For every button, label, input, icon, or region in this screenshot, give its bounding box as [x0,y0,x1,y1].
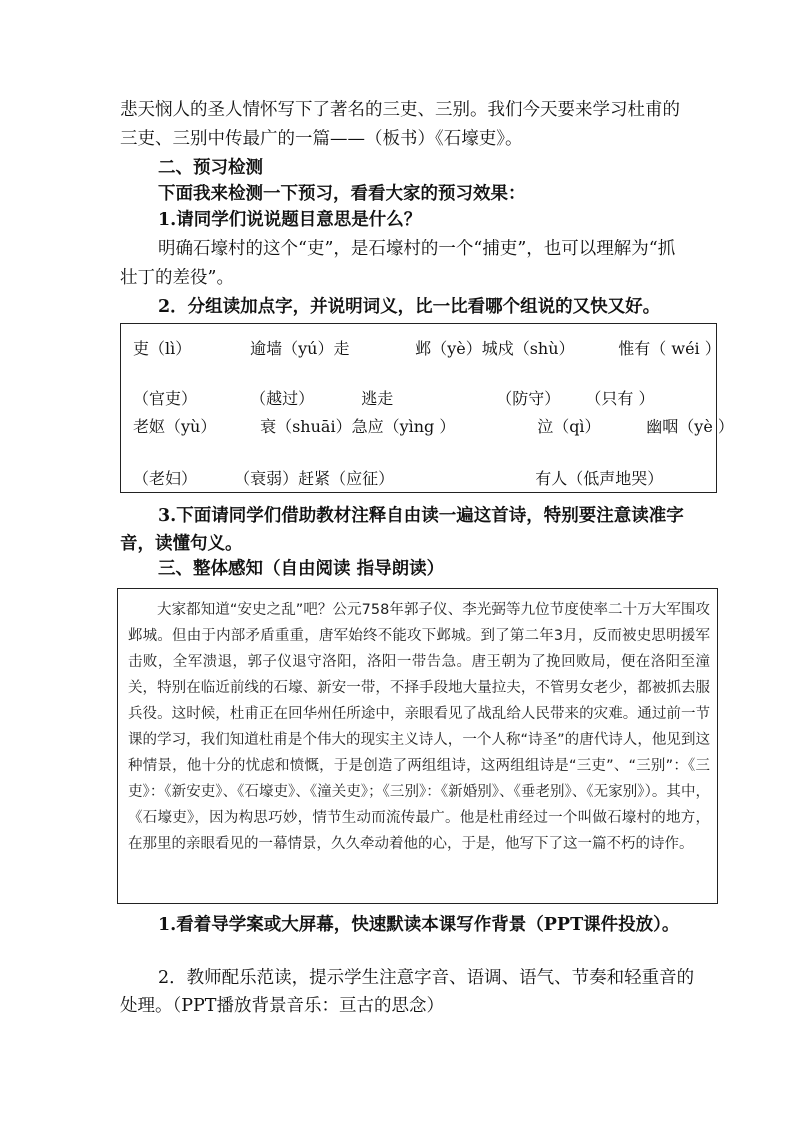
answer-1-line-2: 壮丁的差役”。 [120,268,234,288]
vocab-item: 幽咽（yè ） [646,417,734,436]
vocab-box [120,323,734,493]
vocab-item: （衰弱）赶紧（应征） [234,469,395,488]
task-1: 1.看着导学案或大屏幕，快速默读本课写作背景（PPT课件投放）。 [158,915,680,935]
vocab-item: 邺（yè）城戍（shù） [415,339,575,358]
answer-1-line-1: 明确石壕村的这个“吏”，是石壕村的一个“捕吏”，也可以理解为“抓 [158,239,676,259]
vocab-item: 泣（qì） [537,417,601,436]
task-2-line-2: 处理。（PPT播放背景音乐：亘古的思念） [120,996,444,1016]
question-1: 1.请同学们说说题目意思是什么？ [158,210,422,230]
vocab-item: 老妪（yù） [133,417,217,436]
vocab-item: （只有 ） [585,389,655,408]
vocab-row-1 [133,338,721,360]
section-2-lead: 下面我来检测一下预习，看看大家的预习效果： [158,184,526,204]
background-paragraph: 大家都知道“安史之乱”吧？公元758年郭子仪、李光弼等九位节度使率二十万大军围攻邺城。但由于内部矛盾重重，唐军始终不能攻下邺城。到了第二年3月，反而被史思明援军击败，全军溃退，郭子仪退守洛阳，洛阳一带告急。唐王朝为了挽回败局，便在洛阳至潼关，特别在临近前线的石壕、新安一带，不择手段地大量拉夫，不管男女老少，都被抓去服兵役。这时候，杜甫正在回华州任所途中，亲眼看见了战乱给人民带来的灾难。通过前一节课的学习，我们知道杜甫是个伟大的现实主义诗人，一个人称“诗圣”的唐代诗人，他见到这种情景，他十分的忧虑和愤慨，于是创造了两组组诗，这两组组诗是“三吏”、“三别”：《三吏》：《新安吏》、《石壕吏》、《潼关吏》；《三别》：《新婚别》、《垂老别》、《无家别》）。其中，《石壕吏》，因为构思巧妙，情节生动而流传最广。他是杜甫经过一个叫做石壕村的地方，在那里的亲眼看见的一幕情景，久久牵动着他的心，于是，他写下了这一篇不朽的诗作。 [128,602,710,852]
question-3-line-2: 音，读懂句义。 [120,534,243,554]
question-3-line-1: 3.下面请同学们借助教材注释自由读一遍这首诗，特别要注意读准字 [158,506,684,526]
vocab-item: 有人（低声地哭） [535,469,664,488]
section-2-heading: 二、预习检测 [158,158,263,178]
vocab-row-3 [133,416,734,438]
vocab-item: （防守） [496,389,561,408]
vocab-item: 逃走 [361,389,394,408]
vocab-item: 逾墙（yú）走 [250,339,350,358]
vocab-item: （越过） [250,389,315,408]
task-2-line-1: 2．教师配乐范读，提示学生注意字音、语调、语气、节奏和轻重音的 [158,968,695,988]
question-2: 2．分组读加点字，并说明词义，比一比看哪个组说的又快又好。 [158,297,661,317]
intro-line-1: 悲天悯人的圣人情怀写下了著名的三吏、三别。我们今天要来学习杜甫的 [120,100,680,120]
vocab-item: 衰（shuāi）急应（yìng ） [260,417,456,436]
vocab-item: （老妇） [133,469,198,488]
vocab-row-4 [133,468,663,490]
vocab-item: 惟有（ wéi ） [618,339,721,358]
vocab-item: （官吏） [133,389,198,408]
background-text-box [117,588,718,904]
vocab-row-2 [133,388,654,410]
section-3-heading: 三、整体感知（自由阅读 指导朗读） [158,559,445,579]
vocab-item: 吏（lì） [133,339,192,358]
background-text [128,597,710,857]
intro-line-2: 三吏、三别中传最广的一篇——（板书）《石壕吏》。 [120,129,523,149]
